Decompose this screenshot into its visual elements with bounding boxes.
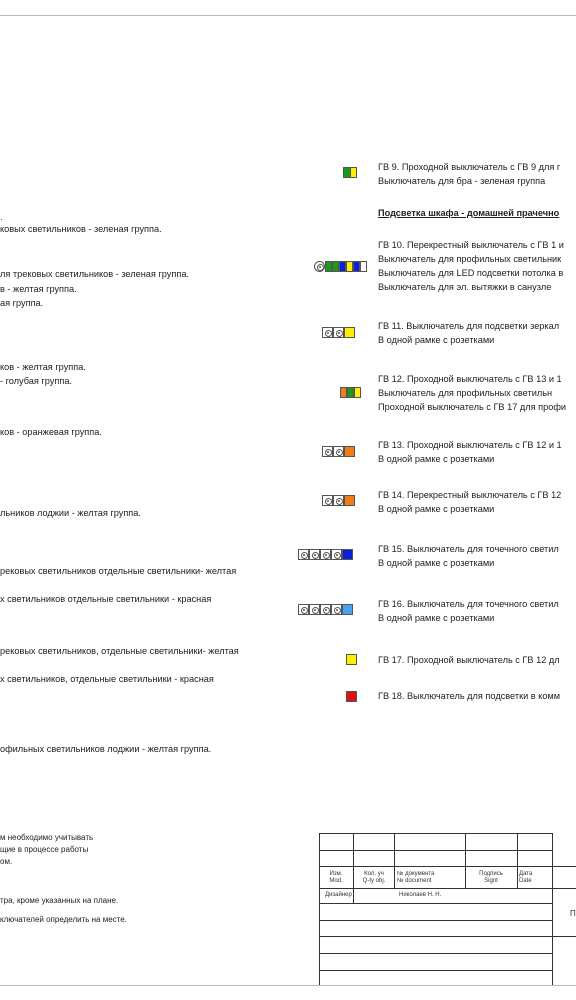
legend-line: ГВ 18. Выключатель для подсветки в комм — [378, 691, 561, 701]
stamp-line — [319, 833, 320, 985]
orange-swatch — [344, 446, 355, 457]
legend-line: ГВ 17. Проходной выключатель с ГВ 12 дл — [378, 655, 560, 665]
legend-line: В одной рамке с розетками — [378, 335, 495, 345]
left-line: льников лоджии - желтая группа. — [0, 508, 141, 518]
title-block — [319, 833, 576, 985]
socket-icon — [322, 327, 333, 338]
stamp-line — [319, 866, 576, 867]
socket-icon — [333, 495, 344, 506]
green-swatch — [347, 387, 354, 398]
socket-icon — [298, 549, 309, 560]
left-line: офильных светильников лоджии - желтая группа. — [0, 744, 212, 754]
stamp-line — [319, 888, 576, 889]
legend-line: Выключатель для эл. вытяжки в санузле — [378, 282, 552, 292]
left-note: щие в процессе работы — [0, 845, 89, 854]
legend-line: Выключатель для LED подсветки потолка в — [378, 268, 564, 278]
left-note: ключателей определить на месте. — [0, 915, 127, 924]
light-blue-swatch — [342, 604, 353, 615]
switch-gv16-icon — [298, 604, 353, 615]
yellow-swatch — [344, 327, 355, 338]
left-line: - голубая группа. — [0, 376, 72, 386]
orange-swatch — [340, 387, 347, 398]
legend-line: ГВ 14. Перекрестный выключатель с ГВ 12 — [378, 490, 562, 500]
left-line: рековых светильников отдельные светильники- желтая — [0, 566, 237, 576]
stamp-line — [552, 833, 553, 985]
legend-line: Выключатель для профильных светильник — [378, 254, 562, 264]
legend-line: ГВ 12. Проходной выключатель с ГВ 13 и 1 — [378, 374, 562, 384]
legend-line: ГВ 13. Проходной выключатель с ГВ 12 и 1 — [378, 440, 562, 450]
stamp-edge-letter: П — [570, 909, 576, 918]
switch-gv15-icon — [298, 549, 353, 560]
orange-swatch — [344, 495, 355, 506]
left-note: ом. — [0, 857, 13, 866]
left-line: рековых светильников, отдельные светильники- желтая — [0, 646, 239, 656]
switch-gv18-icon — [346, 691, 357, 702]
socket-icon — [309, 549, 320, 560]
left-line: х светильников, отдельные светильники - красная — [0, 674, 214, 684]
green-swatch — [325, 261, 332, 272]
stamp-line — [465, 833, 466, 888]
stamp-role: Дизайнер — [325, 892, 352, 898]
left-line: ая группа. — [0, 298, 44, 308]
legend-line: Выключатель для бра - зеленая группа — [378, 176, 546, 186]
left-line: ков - оранжевая группа. — [0, 427, 102, 437]
legend-line: Выключатель для профильных светильн — [378, 388, 553, 398]
socket-icon — [333, 446, 344, 457]
socket-icon — [320, 604, 331, 615]
yellow-swatch — [350, 167, 357, 178]
switch-gv17-icon — [346, 654, 357, 665]
stamp-line — [517, 833, 518, 888]
left-line: ков - желтая группа. — [0, 362, 86, 372]
left-line: ля трековых светильников - зеленая группа. — [0, 269, 189, 279]
blue-swatch — [342, 549, 353, 560]
stamp-line — [394, 833, 395, 888]
legend-line: ГВ 16. Выключатель для точечного светил — [378, 599, 559, 609]
yellow-swatch — [354, 387, 361, 398]
yellow-swatch — [346, 261, 353, 272]
switch-gv10-icon — [314, 261, 367, 272]
socket-icon — [322, 446, 333, 457]
left-line: в - желтая группа. — [0, 284, 77, 294]
socket-icon — [322, 495, 333, 506]
stamp-col-doc: № документа № document — [397, 871, 435, 884]
sheet-bottom-border — [0, 985, 576, 986]
legend-line: ГВ 11. Выключатель для подсветки зеркал — [378, 321, 560, 331]
left-note: м необходимо учитывать — [0, 833, 94, 842]
socket-icon — [320, 549, 331, 560]
legend-line: ГВ 9. Проходной выключатель с ГВ 9 для г — [378, 162, 561, 172]
legend-line: Проходной выключатель с ГВ 17 для профи — [378, 402, 567, 412]
stamp-col-mod: Изм. Mod. — [329, 871, 343, 884]
stamp-col-date: Дата Date — [519, 871, 533, 884]
blue-swatch — [339, 261, 346, 272]
stamp-line — [319, 903, 552, 904]
legend-line: ГВ 15. Выключатель для точечного светил — [378, 544, 559, 554]
switch-gv14-icon — [322, 495, 355, 506]
legend-line: ГВ 10. Перекрестный выключатель с ГВ 1 и — [378, 240, 564, 250]
stamp-line — [353, 833, 354, 903]
legend-line: В одной рамке с розетками — [378, 613, 495, 623]
stamp-line — [319, 970, 552, 971]
socket-icon — [333, 327, 344, 338]
stamp-line — [319, 936, 576, 937]
left-dot: . — [0, 212, 3, 222]
legend-line: В одной рамке с розетками — [378, 454, 495, 464]
red-swatch — [346, 691, 357, 702]
socket-icon — [298, 604, 309, 615]
stamp-line — [319, 920, 552, 921]
yellow-swatch — [346, 654, 357, 665]
stamp-line — [319, 953, 552, 954]
switch-gv9-icon — [343, 167, 357, 178]
socket-icon — [331, 604, 342, 615]
socket-icon — [314, 261, 325, 272]
legend-line: В одной рамке с розетками — [378, 558, 495, 568]
switch-gv13-icon — [322, 446, 355, 457]
sheet-top-border — [0, 15, 576, 16]
socket-icon — [331, 549, 342, 560]
green-swatch — [343, 167, 350, 178]
green-swatch — [332, 261, 339, 272]
switch-gv12-icon — [340, 387, 361, 398]
stamp-name: Николаев Н. Н. — [399, 892, 442, 898]
legend-line: В одной рамке с розетками — [378, 504, 495, 514]
blue-swatch — [353, 261, 360, 272]
stamp-col-qty: Кол. уч Q-ty obj. — [362, 871, 386, 884]
left-line: ковых светильников - зеленая группа. — [0, 224, 162, 234]
left-line: х светильников отдельные светильники - красная — [0, 594, 212, 604]
stamp-col-sign: Подпись Signt — [479, 871, 503, 884]
white-swatch — [360, 261, 367, 272]
socket-icon — [309, 604, 320, 615]
switch-gv11-icon — [322, 327, 355, 338]
section-heading: Подсветка шкафа - домашней прачечно — [378, 208, 560, 218]
left-note: тра, кроме указанных на плане. — [0, 896, 119, 905]
